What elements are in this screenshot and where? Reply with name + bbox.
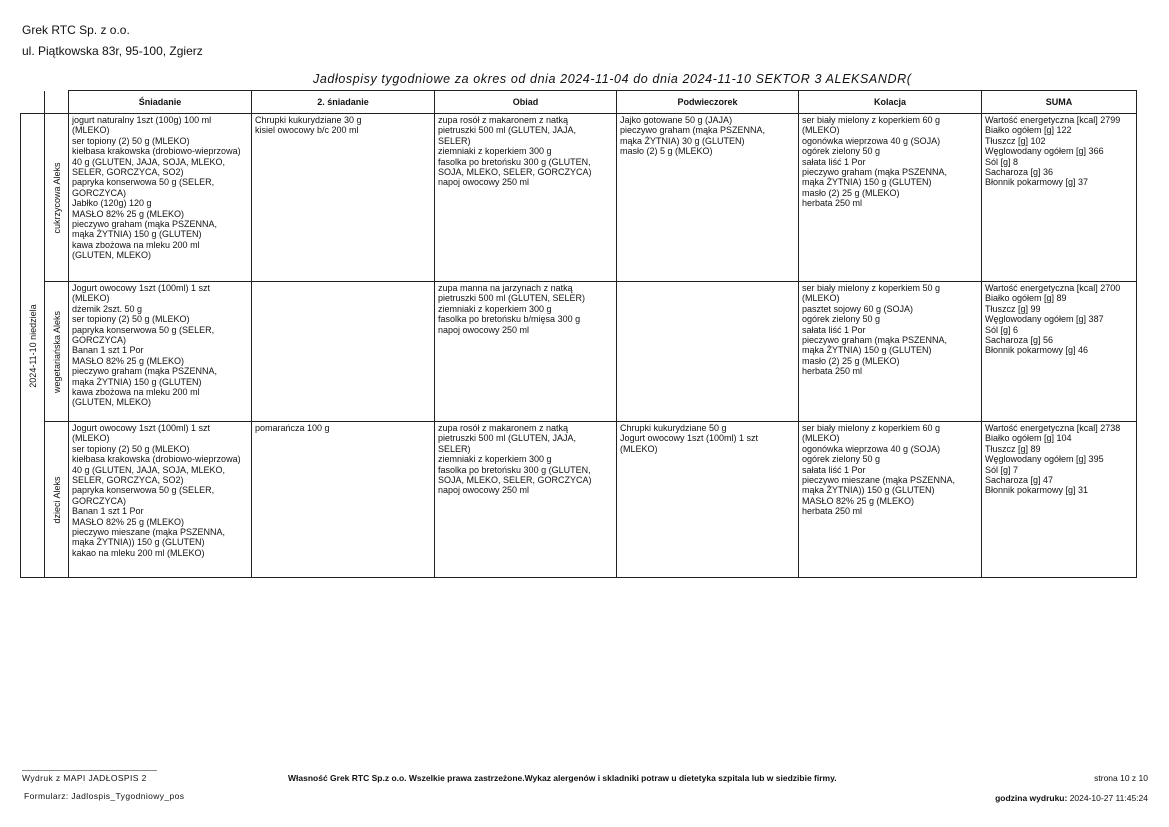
cell-text-line: zupa manna na jarzynach z natką [438,283,573,293]
cell-text-line: ogórek zielony 50 g [802,454,881,465]
cell-text-line: Węglowodany ogółem [g] 366 [985,146,1104,157]
cell-text-line: SELER) [438,135,471,146]
cell-text-line: pieczywo graham (mąka PSZENNA, [72,366,218,377]
cell-text-line: (GLUTEN, MLEKO) [72,250,152,261]
diet-cell [45,282,69,422]
cell-text-line: pieczywo graham (mąka PSZENNA, [620,125,766,136]
cell-text-line: zupa rosół z makaronem z natką [438,423,569,433]
footer-print-time [995,793,1148,803]
cell-text-line: Sacharoza [g] 47 [985,475,1054,486]
cell-text-line: (MLEKO) [72,293,110,304]
cell-text-line: Błonnik pokarmowy [g] 37 [985,177,1089,188]
meal-cell-sum [982,114,1137,282]
cell-text-line: kawa zbożowa na mleku 200 ml [72,387,200,398]
meal-cell-breakfast [69,282,252,422]
cell-text-line: dżemik 2szt. 50 g [72,303,143,314]
meal-cell-afternoon-snack [617,114,799,282]
footer-ownership-note: Własność Grek RTC Sp.z o.o. Wszelkie prawa zastrzeżone.Wykaz alergenów i skladniki potraw u dietetyka szpitala lub w siedzibie firmy. [288,773,837,783]
cell-text-line: GORCZYCA) [72,495,126,506]
cell-text-line: Jogurt owocowy 1szt (100ml) 1 szt [620,433,759,444]
cell-text-line: sałata liść 1 Por [802,324,866,335]
cell-text-line: fasolka po bretońsku 300 g (GLUTEN, [438,156,591,167]
cell-text-line: ser topiony (2) 50 g (MLEKO) [72,314,190,325]
cell-text-line: kiełbasa krakowska (drobiowo-wieprzowa) [72,146,241,157]
cell-text-line: pomarańcza 100 g [255,423,330,433]
cell-text-line: fasolka po bretońsku 300 g (GLUTEN, [438,464,591,475]
cell-text-line: ogórek zielony 50 g [802,146,881,157]
meal-cell-second-breakfast [252,114,435,282]
cell-text-line: Chrupki kukurydziane 50 g [620,423,727,433]
cell-text-line: ziemniaki z koperkiem 300 g [438,303,552,314]
cell-text-line: MASŁO 82% 25 g (MLEKO) [72,208,185,219]
cell-text-line: (MLEKO) [72,125,110,136]
cell-text-line: ser biały mielony z koperkiem 60 g [802,423,941,433]
table-row [21,422,1137,578]
cell-text-line: Sól [g] 7 [985,464,1019,475]
cell-text-line: mąka ŻYTNIA)) 150 g (GLUTEN) [802,485,935,496]
cell-text-line: zupa rosół z makaronem z natką [438,115,569,125]
cell-text-line: (GLUTEN, MLEKO) [72,397,152,408]
cell-text-line: GORCZYCA) [72,187,126,198]
cell-text-line: Wartość energetyczna [kcal] 2700 [985,283,1121,293]
cell-text-line: pasztet sojowy 60 g (SOJA) [802,303,914,314]
cell-text-line: pietruszki 500 ml (GLUTEN, SELER) [438,293,586,304]
meal-cell-lunch [435,114,617,282]
diet-cell [45,114,69,282]
cell-text-line: pieczywo graham (mąka PSZENNA, [802,167,948,178]
cell-text-line: Sacharoza [g] 36 [985,167,1054,178]
diet-label: dzieci Aleks [51,475,62,524]
meal-cell-sum [982,282,1137,422]
table-row [21,282,1137,422]
cell-text-line: mąka ŻYTNIA)) 150 g (GLUTEN) [72,537,205,548]
cell-text-line: Jabłko (120g) 120 g [72,198,152,209]
cell-text-line: 40 g (GLUTEN, JAJA, SOJA, MLEKO, [72,156,226,167]
cell-text-line: Błonnik pokarmowy [g] 31 [985,485,1089,496]
cell-text-line: herbata 250 ml [802,198,863,209]
cell-text-line: Jajko gotowane 50 g (JAJA) [620,115,733,125]
cell-text-line: Chrupki kukurydziane 30 g [255,115,362,125]
cell-text-line: SELER, GORCZYCA, SO2) [72,167,184,178]
table-row [21,114,1137,282]
diet-label: cukrzycowa Aleks [51,161,62,234]
header-row [21,91,1137,114]
footer-form-name: Formularz: Jadlospis_Tygodniowy_pos [24,791,185,801]
cell-text-line: Białko ogółem [g] 122 [985,125,1072,136]
cell-text-line: SOJA, MLEKO, SELER, GORCZYCA) [438,167,592,178]
cell-text-line: GORCZYCA) [72,335,126,346]
cell-text-line: Tłuszcz [g] 99 [985,303,1041,314]
cell-text-line: Banan 1 szt 1 Por [72,345,144,356]
cell-text-line: SELER, GORCZYCA, SO2) [72,475,184,486]
cell-text-line: MASŁO 82% 25 g (MLEKO) [802,495,915,506]
header-blank [45,91,69,114]
footer-print-time-label: godzina wydruku: [995,793,1068,803]
company-address: ul. Piątkowska 83r, 95-100, Zgierz [22,44,203,58]
meal-cell-sum [982,422,1137,578]
column-header-breakfast: Śniadanie [69,91,252,114]
cell-text-line: Wartość energetyczna [kcal] 2799 [985,115,1121,125]
cell-text-line: ogonówka wieprzowa 40 g (SOJA) [802,135,941,146]
cell-text-line: papryka konserwowa 50 g (SELER, [72,485,215,496]
menu-table [20,90,1137,578]
cell-text-line: ser biały mielony z koperkiem 60 g [802,115,941,125]
cell-text-line: kisiel owocowy b/c 200 ml [255,125,359,136]
document-title: Jadłospisy tygodniowe za okres od dnia 2024-11-04 do dnia 2024-11-10 SEKTOR 3 ALEKSANDR( [313,72,912,86]
cell-text-line: ser topiony (2) 50 g (MLEKO) [72,135,190,146]
cell-text-line: ziemniaki z koperkiem 300 g [438,454,552,465]
cell-text-line: MASŁO 82% 25 g (MLEKO) [72,355,185,366]
cell-text-line: Jogurt owocowy 1szt (100ml) 1 szt [72,423,211,433]
cell-text-line: pieczywo mieszane (mąka PSZENNA, [72,527,226,538]
cell-text-line: ogonówka wieprzowa 40 g (SOJA) [802,443,941,454]
cell-text-line: (MLEKO) [802,433,840,444]
cell-text-line: Tłuszcz [g] 89 [985,443,1041,454]
header-blank [21,91,45,114]
cell-text-line: Jogurt owocowy 1szt (100ml) 1 szt [72,283,211,293]
meal-cell-lunch [435,422,617,578]
cell-text-line: masło (2) 25 g (MLEKO) [802,355,900,366]
company-name: Grek RTC Sp. z o.o. [22,23,130,37]
cell-text-line: sałata liść 1 Por [802,464,866,475]
cell-text-line: Wartość energetyczna [kcal] 2738 [985,423,1121,433]
footer-divider [22,770,157,771]
cell-text-line: pietruszki 500 ml (GLUTEN, JAJA, [438,433,577,444]
cell-text-line: Węglowodany ogółem [g] 395 [985,454,1104,465]
cell-text-line: herbata 250 ml [802,506,863,517]
cell-text-line: Białko ogółem [g] 89 [985,293,1067,304]
cell-text-line: napoj owocowy 250 ml [438,324,530,335]
cell-text-line: mąka ŻYTNIA) 150 g (GLUTEN) [72,229,202,240]
cell-text-line: napoj owocowy 250 ml [438,485,530,496]
footer-print-source: Wydruk z MAPI JADŁOSPIS 2 [22,773,147,783]
footer-print-time-value: 2024-10-27 11:45:24 [1069,793,1148,803]
column-header-sum: SUMA [982,91,1137,114]
cell-text-line: kawa zbożowa na mleku 200 ml [72,239,200,250]
cell-text-line: mąka ŻYTNIA) 150 g (GLUTEN) [802,345,932,356]
meal-cell-breakfast [69,422,252,578]
cell-text-line: mąka ŻYTNIA) 150 g (GLUTEN) [72,376,202,387]
diet-cell [45,422,69,578]
cell-text-line: (MLEKO) [802,293,840,304]
cell-text-line: Sól [g] 8 [985,156,1019,167]
cell-text-line: Tłuszcz [g] 102 [985,135,1046,146]
cell-text-line: (MLEKO) [620,443,658,454]
column-header-second-breakfast: 2. śniadanie [252,91,435,114]
meal-cell-dinner [799,114,982,282]
cell-text-line: jogurt naturalny 1szt (100g) 100 ml [72,115,212,125]
cell-text-line: kakao na mleku 200 ml (MLEKO) [72,547,205,558]
cell-text-line: napoj owocowy 250 ml [438,177,530,188]
meal-cell-lunch [435,282,617,422]
cell-text-line: ser biały mielony z koperkiem 50 g [802,283,941,293]
cell-text-line: Sacharoza [g] 56 [985,335,1054,346]
cell-text-line: ser topiony (2) 50 g (MLEKO) [72,443,190,454]
cell-text-line: papryka konserwowa 50 g (SELER, [72,324,215,335]
meal-cell-afternoon-snack [617,282,799,422]
cell-text-line: Błonnik pokarmowy [g] 46 [985,345,1089,356]
meal-cell-second-breakfast [252,282,435,422]
cell-text-line: mąka ŻYTNIA) 30 g (GLUTEN) [620,135,745,146]
cell-text-line: pieczywo mieszane (mąka PSZENNA, [802,475,956,486]
cell-text-line: Banan 1 szt 1 Por [72,506,144,517]
meal-cell-breakfast [69,114,252,282]
cell-text-line: MASŁO 82% 25 g (MLEKO) [72,516,185,527]
cell-text-line: ogórek zielony 50 g [802,314,881,325]
cell-text-line: masło (2) 25 g (MLEKO) [802,187,900,198]
cell-text-line: papryka konserwowa 50 g (SELER, [72,177,215,188]
cell-text-line: 40 g (GLUTEN, JAJA, SOJA, MLEKO, [72,464,226,475]
cell-text-line: Węglowodany ogółem [g] 387 [985,314,1104,325]
cell-text-line: pieczywo graham (mąka PSZENNA, [802,335,948,346]
cell-text-line: Białko ogółem [g] 104 [985,433,1072,444]
meal-cell-second-breakfast [252,422,435,578]
meal-cell-dinner [799,422,982,578]
cell-text-line: mąka ŻYTNIA) 150 g (GLUTEN) [802,177,932,188]
meal-cell-dinner [799,282,982,422]
date-cell [21,114,45,578]
cell-text-line: ziemniaki z koperkiem 300 g [438,146,552,157]
meal-cell-afternoon-snack [617,422,799,578]
cell-text-line: Sól [g] 6 [985,324,1019,335]
cell-text-line: SOJA, MLEKO, SELER, GORCZYCA) [438,475,592,486]
footer-page-number: strona 10 z 10 [1094,773,1148,783]
column-header-dinner: Kolacja [799,91,982,114]
date-label: 2024-11-10 niedziela [27,303,38,388]
cell-text-line: pietruszki 500 ml (GLUTEN, JAJA, [438,125,577,136]
cell-text-line: sałata liść 1 Por [802,156,866,167]
cell-text-line: masło (2) 5 g (MLEKO) [620,146,713,157]
column-header-lunch: Obiad [435,91,617,114]
column-header-afternoon-snack: Podwieczorek [617,91,799,114]
cell-text-line: fasolka po bretońsku b/mięsa 300 g [438,314,581,325]
cell-text-line: SELER) [438,443,471,454]
cell-text-line: kiełbasa krakowska (drobiowo-wieprzowa) [72,454,241,465]
cell-text-line: (MLEKO) [802,125,840,136]
diet-label: wegetariańska Aleks [51,310,62,393]
cell-text-line: herbata 250 ml [802,366,863,377]
cell-text-line: (MLEKO) [72,433,110,444]
cell-text-line: pieczywo graham (mąka PSZENNA, [72,219,218,230]
